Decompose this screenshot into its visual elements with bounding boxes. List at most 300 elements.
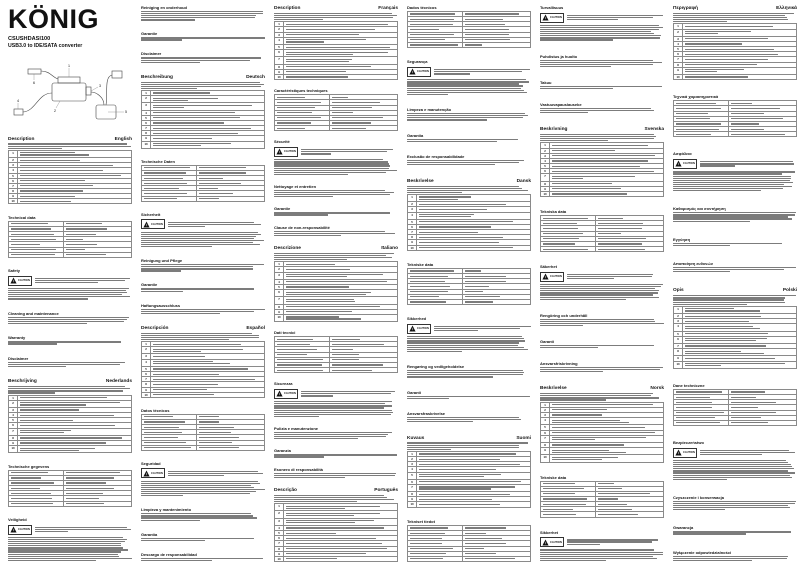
section-cleaning-nl (141, 5, 265, 21)
table-row (142, 103, 264, 110)
parts-table (540, 142, 664, 197)
heading-language: Português (374, 487, 398, 493)
table-row (674, 68, 796, 75)
text-line (8, 290, 126, 291)
spec-label (275, 347, 330, 351)
spec-value (64, 237, 131, 241)
text-line (286, 24, 388, 25)
heading-title: Descrizione (274, 245, 301, 251)
item-description (284, 33, 397, 37)
text-line (286, 299, 354, 300)
item-number: 5 (142, 116, 151, 120)
text-line (301, 151, 387, 152)
item-description (18, 429, 131, 435)
spec-label (674, 101, 729, 105)
text-line (286, 274, 384, 275)
text-line (286, 294, 366, 295)
item-number: 10 (275, 315, 284, 321)
item-description (151, 126, 264, 130)
subheading-cleaning: Καθαρισμός και συντήρηση (673, 206, 726, 212)
text-line (540, 140, 608, 141)
text-line (407, 445, 519, 446)
text-line (685, 358, 776, 359)
text-line (8, 545, 121, 546)
text-line (11, 239, 56, 240)
text-line (685, 365, 722, 366)
spec-value (596, 216, 663, 220)
parts-table (274, 261, 398, 322)
text-line (153, 100, 189, 101)
spec-value (197, 435, 264, 439)
text-line (552, 166, 641, 167)
text-line (8, 341, 121, 342)
item-number: 9 (142, 136, 151, 140)
spec-value (729, 400, 796, 404)
text-line (286, 292, 372, 293)
text-line (676, 402, 713, 403)
usb-plug (14, 109, 23, 115)
caution-label-box (141, 219, 165, 229)
text-line (543, 249, 588, 250)
text-line (199, 198, 219, 199)
text-line (66, 223, 103, 224)
heading-title: Description (274, 6, 301, 11)
text-line (540, 286, 661, 287)
item-description (151, 367, 264, 371)
text-line (274, 407, 384, 408)
item-number: 4 (9, 413, 18, 417)
text-line (20, 409, 79, 410)
text-line (419, 199, 459, 200)
text-line (731, 108, 780, 109)
item-description (683, 307, 796, 313)
item-description (683, 344, 796, 348)
text-line (274, 454, 397, 455)
text-line (419, 196, 472, 197)
item-description (284, 315, 397, 321)
text-line (731, 123, 759, 124)
item-number: 3 (9, 163, 18, 167)
spec-value (330, 95, 397, 99)
section-warranty-fr (274, 206, 398, 216)
heading-language: Deutsch (246, 74, 265, 80)
text-line (598, 218, 623, 219)
table-row (142, 96, 264, 103)
text-line (8, 558, 132, 559)
item-number: 8 (275, 305, 284, 309)
spec-label (408, 269, 463, 273)
text-line (685, 363, 786, 364)
spec-value (330, 116, 397, 120)
caution-label-box (141, 468, 165, 478)
item-description (683, 314, 796, 318)
text-line (676, 422, 720, 423)
text-line (8, 146, 131, 147)
text-line (141, 60, 250, 61)
text-line (673, 302, 785, 303)
caution-notice (141, 467, 265, 480)
section-warranty-da (407, 390, 531, 400)
caution-label-box (540, 537, 564, 547)
item-number: 2 (142, 96, 151, 102)
section-warranty-pt (407, 133, 531, 143)
heading-language: English (114, 136, 132, 142)
item-description (151, 388, 264, 392)
table-row (275, 504, 397, 511)
text-line (685, 353, 764, 354)
item-number: 1 (9, 396, 18, 400)
text-line (286, 558, 337, 559)
table-row (275, 368, 397, 372)
section-warranty-en (8, 335, 132, 345)
text-line (407, 186, 519, 187)
text-line (141, 483, 260, 484)
text-line (8, 319, 127, 320)
caution-text (434, 68, 531, 75)
item-number: 8 (142, 382, 151, 386)
text-line (274, 401, 392, 402)
text-line (419, 464, 520, 465)
item-description (683, 319, 796, 323)
text-line (66, 234, 96, 235)
text-line (277, 359, 323, 360)
subheading-warranty: Garanzia (274, 448, 291, 454)
item-number: 6 (9, 179, 18, 183)
section-cleaning-fi (540, 54, 664, 68)
item-number: 7 (275, 297, 284, 303)
callout-6: 6 (33, 81, 35, 86)
spec-table (540, 215, 664, 252)
spec-label (408, 295, 463, 299)
text-line (685, 49, 774, 50)
text-line (8, 388, 130, 389)
table-row (275, 297, 397, 304)
table-row (9, 446, 131, 452)
text-line (410, 291, 449, 292)
heading-title: Beschreibung (141, 74, 173, 80)
text-line (286, 316, 339, 317)
spec-value (64, 471, 131, 475)
spec-label (408, 43, 463, 47)
item-number: 5 (275, 285, 284, 289)
text-line (11, 234, 54, 235)
text-line (673, 505, 788, 506)
caution-text (301, 148, 398, 155)
heading-title: Description (8, 136, 35, 142)
text-line (410, 296, 440, 297)
spec-value (64, 476, 131, 480)
text-line (332, 370, 372, 371)
text-line (540, 86, 662, 87)
text-line (277, 354, 307, 355)
item-number: 6 (275, 290, 284, 296)
section-technical-data-sv (540, 209, 664, 252)
spec-label (674, 132, 729, 136)
item-description (284, 519, 397, 525)
caution-label: CAUTION (151, 222, 163, 226)
text-line (407, 347, 524, 348)
table-row (142, 197, 264, 201)
spec-label (142, 415, 197, 419)
table-row (408, 195, 530, 202)
item-description (284, 27, 397, 31)
caution-label: CAUTION (284, 392, 296, 396)
text-line (66, 493, 104, 494)
text-line (20, 402, 121, 403)
item-description (18, 163, 131, 167)
mains-cable (106, 75, 112, 105)
item-number: 9 (142, 388, 151, 392)
caution-label: CAUTION (417, 70, 429, 74)
spec-value (729, 101, 796, 105)
text-line (274, 231, 385, 232)
subheading-technical-data: Dati tecnici (274, 330, 296, 336)
text-line (700, 163, 794, 164)
text-line (540, 27, 663, 28)
caution-label: CAUTION (151, 471, 163, 475)
table-row (408, 473, 530, 480)
text-line (141, 515, 253, 516)
spec-label (541, 247, 596, 251)
text-line (20, 430, 71, 431)
text-line (598, 243, 642, 244)
item-number: 4 (541, 418, 550, 424)
text-line (552, 414, 603, 415)
spec-label (142, 171, 197, 175)
text-line (407, 396, 530, 397)
text-line (141, 62, 200, 63)
text-line (8, 298, 88, 299)
text-line (144, 447, 191, 448)
text-line (552, 422, 630, 423)
table-row (275, 511, 397, 518)
spec-value (330, 368, 397, 372)
text-line (141, 491, 256, 492)
section-disclaimer-de (141, 303, 265, 315)
text-line (141, 242, 253, 243)
item-description (18, 189, 131, 193)
warning-triangle-icon (675, 449, 682, 456)
text-line (153, 356, 205, 357)
item-number: 1 (275, 262, 284, 266)
item-number: 7 (408, 485, 417, 491)
section-disclaimer-fi (540, 102, 664, 114)
text-line (66, 228, 107, 229)
text-line (731, 113, 764, 114)
item-description (18, 401, 131, 407)
subheading-warranty: Garantie (141, 31, 158, 37)
item-description (417, 225, 530, 229)
text-line (153, 389, 208, 390)
text-line (301, 149, 393, 150)
text-line (274, 410, 392, 411)
spec-value (64, 502, 131, 506)
warning-triangle-icon (10, 526, 17, 533)
section-cleaning-es (141, 507, 265, 521)
text-line (465, 281, 506, 282)
heading-title: Περιγραφή (673, 6, 698, 11)
text-line (567, 274, 653, 275)
heading-language: Norsk (650, 386, 664, 392)
text-line (410, 527, 448, 528)
spec-value (463, 38, 530, 42)
text-line (11, 249, 57, 250)
text-line (277, 128, 306, 129)
spec-value (463, 12, 530, 16)
spec-value (729, 106, 796, 110)
text-line (141, 339, 229, 340)
caution-label-box (274, 147, 298, 157)
table-row (9, 401, 131, 408)
item-number: 5 (674, 47, 683, 51)
text-line (407, 421, 473, 422)
item-description (284, 305, 397, 309)
item-description (417, 240, 530, 244)
table-row (674, 30, 796, 37)
text-line (199, 416, 219, 417)
spec-label (142, 430, 197, 434)
text-line (274, 170, 397, 171)
item-description (683, 63, 796, 67)
item-description (18, 446, 131, 452)
item-description (683, 57, 796, 61)
item-number: 1 (408, 452, 417, 456)
text-line (153, 112, 235, 113)
spec-value (330, 347, 397, 351)
section-technical-data-el (673, 94, 797, 137)
text-line (410, 558, 443, 559)
spec-label (674, 395, 729, 399)
spec-value (463, 552, 530, 556)
text-line (66, 503, 105, 504)
spec-label (275, 116, 330, 120)
text-line (11, 503, 54, 504)
text-line (8, 390, 123, 391)
spec-label (408, 12, 463, 16)
spec-label (275, 111, 330, 115)
column-3 (274, 5, 398, 562)
text-line (8, 392, 55, 393)
text-line (286, 276, 348, 277)
text-line (540, 299, 626, 300)
text-line (35, 280, 125, 281)
spec-label (674, 405, 729, 409)
spec-table (540, 481, 664, 518)
spec-label (275, 337, 330, 341)
text-line (685, 59, 768, 60)
text-line (567, 17, 653, 18)
table-row (275, 50, 397, 57)
section-disclaimer-pt (407, 154, 531, 166)
text-line (410, 533, 446, 534)
section-heading-nl (8, 378, 132, 385)
text-line (540, 136, 656, 137)
item-description (151, 136, 264, 140)
text-line (20, 170, 104, 171)
heading-title: Beskrivelse (540, 386, 567, 392)
text-line (465, 301, 493, 302)
spec-label (275, 342, 330, 346)
section-technical-data-it (274, 330, 398, 373)
text-line (153, 379, 255, 380)
item-description (18, 436, 131, 440)
subheading-cleaning: Cleaning and maintenance (8, 310, 59, 316)
item-number: 3 (142, 103, 151, 109)
text-line (274, 473, 396, 474)
text-line (407, 398, 449, 399)
text-line (419, 221, 513, 222)
text-line (8, 143, 127, 144)
text-line (407, 119, 487, 120)
subheading-safety: Veiligheid (8, 517, 27, 523)
text-line (407, 188, 522, 189)
item-number: 1 (9, 151, 18, 157)
item-description (550, 418, 663, 424)
item-description (151, 91, 264, 95)
text-line (419, 232, 479, 233)
text-line (540, 108, 651, 109)
item-number: 4 (674, 42, 683, 46)
text-line (144, 432, 183, 433)
text-line (673, 503, 795, 504)
text-line (274, 15, 397, 16)
spec-value (596, 232, 663, 236)
text-line (410, 270, 455, 271)
section-heading-en (8, 136, 132, 143)
text-line (274, 190, 385, 191)
section-technical-data-pl (673, 383, 797, 426)
section-description-en (8, 136, 132, 205)
text-line (286, 269, 350, 270)
text-line (11, 498, 53, 499)
text-line (407, 160, 524, 161)
text-line (141, 84, 264, 85)
item-description (284, 262, 397, 266)
table-row (275, 273, 397, 280)
subheading-warranty: Garanti (407, 389, 422, 395)
table-row (142, 446, 264, 450)
text-line (419, 226, 491, 227)
text-line (277, 349, 318, 350)
section-description-da (407, 178, 531, 251)
text-line (286, 264, 336, 265)
text-line (685, 321, 749, 322)
subheading-safety: Sikkerhet (540, 529, 559, 535)
item-number: 2 (408, 202, 417, 206)
text-line (434, 73, 470, 74)
spec-value (729, 112, 796, 116)
text-line (673, 178, 791, 179)
text-line (153, 368, 249, 369)
caution-notice (8, 274, 132, 287)
item-description (417, 246, 530, 250)
text-line (540, 371, 603, 372)
text-line (552, 193, 627, 194)
text-line (540, 37, 660, 38)
text-line (8, 556, 119, 557)
spec-value (330, 353, 397, 357)
subheading-cleaning: Reiniging en onderhoud (141, 5, 187, 10)
text-line (153, 92, 211, 93)
item-description (284, 280, 397, 284)
warning-triangle-icon (276, 390, 283, 397)
section-safety-de (141, 212, 265, 249)
parts-table (274, 21, 398, 80)
text-line (540, 64, 653, 65)
text-line (419, 474, 501, 475)
caution-label-box (540, 272, 564, 282)
subheading-safety: Sicurezza (274, 381, 293, 387)
